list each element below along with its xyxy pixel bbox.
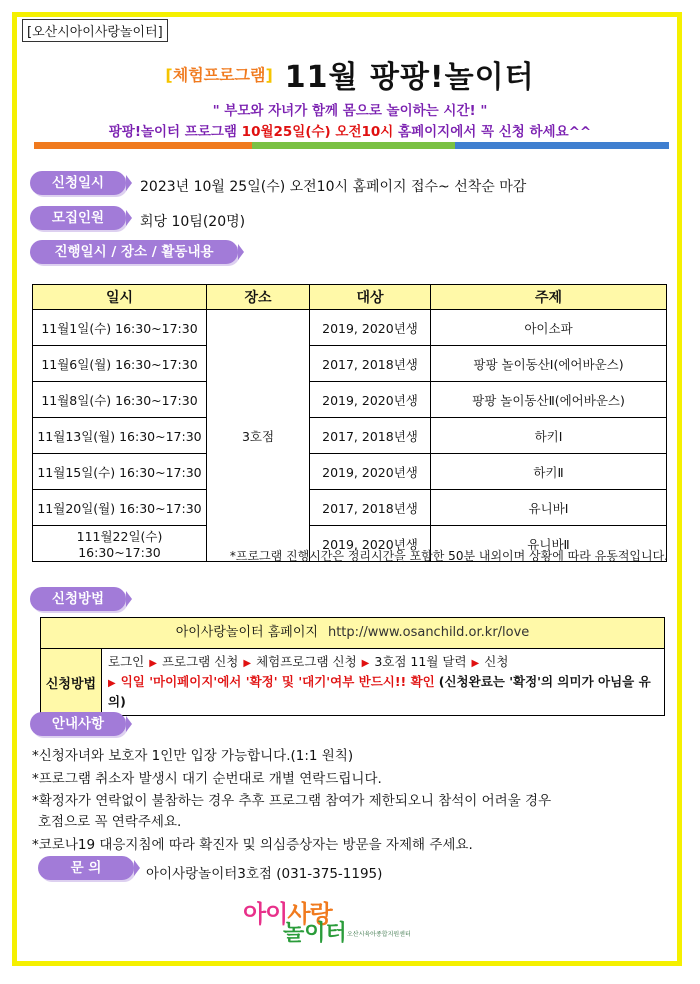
- method-steps: [102, 649, 664, 715]
- schedule-note: *프로그램 진행시간은 정리시간을 포함한 50분 내외이며 상황에 따라 유동적입니다.: [229, 549, 668, 563]
- warning-line: ▶ 익일 '마이페이지'에서 '확정' 및 '대기'여부 반드시!! 확인 (신청완료는 '확정'의 의미가 아님을 유의): [108, 674, 651, 709]
- arrow-icon: ▶: [243, 658, 252, 669]
- row-date: 11월20일(월) 16:30~17:30: [33, 490, 207, 526]
- table-row: [33, 418, 667, 454]
- logo-line2: 놀이터: [283, 921, 347, 946]
- row-topic: 하키Ⅱ: [431, 454, 667, 490]
- row-date: 11월13일(월) 16:30~17:30: [33, 418, 207, 454]
- notice-item: *코로나19 대응지침에 따라 확진자 및 의심증상자는 방문을 자제해 주세요.: [32, 837, 473, 853]
- row-topic: 하키Ⅰ: [431, 418, 667, 454]
- row-target: 2019, 2020년생: [310, 454, 431, 490]
- notice-item: *확정자가 연락없이 불참하는 경우 추후 프로그램 참여가 제한되오니 참석이 어려울 경우: [32, 793, 552, 809]
- row-topic: 팡팡 놀이동산Ⅰ(에어바운스): [431, 346, 667, 382]
- header-date: 일시: [33, 285, 207, 310]
- table-row: [33, 490, 667, 526]
- row-date: 11월1일(수) 16:30~17:30: [33, 310, 207, 346]
- row-target: 2017, 2018년생: [310, 490, 431, 526]
- method-label: 신청방법: [30, 587, 126, 611]
- title-tag: [체험프로그램]: [165, 65, 273, 85]
- apply-date-label: 신청일시: [30, 171, 126, 195]
- schedule-header-row: [33, 285, 667, 310]
- org-label: [오산시아이사랑놀이터]: [22, 19, 168, 42]
- row-date: 11월6일(월) 16:30~17:30: [33, 346, 207, 382]
- row-date: 11월8일(수) 16:30~17:30: [33, 382, 207, 418]
- contact-label: 문 의: [38, 856, 134, 880]
- subtitle-apply-note: 팡팡!놀이터 프로그램 10월25일(수) 오전10시 홈페이지에서 꼭 신청 하세요^^: [108, 124, 592, 140]
- arrow-icon: ▶: [108, 678, 116, 689]
- subtitle-slogan: " 부모와 자녀가 함께 몸으로 놀이하는 시간! ": [212, 103, 488, 119]
- logo-subtext: 오산시육아종합지원센터: [347, 931, 411, 938]
- arrow-icon: ▶: [361, 658, 370, 669]
- row-topic: 아이소파: [431, 310, 667, 346]
- notice-item: 호점으로 꼭 연락주세요.: [38, 814, 182, 830]
- method-site-row: [40, 617, 665, 649]
- notice-item: *신청자녀와 보호자 1인만 입장 가능합니다.(1:1 원칙): [32, 748, 354, 764]
- color-bar-orange: [34, 142, 252, 149]
- header-location: 장소: [207, 285, 310, 310]
- row-topic: 팡팡 놀이동산Ⅱ(에어바운스): [431, 382, 667, 418]
- row-target: 2019, 2020년생: [310, 526, 431, 562]
- schedule-table: [32, 284, 667, 562]
- row-date: 111월22일(수) 16:30~17:30: [33, 526, 207, 562]
- row-date: 11월15일(수) 16:30~17:30: [33, 454, 207, 490]
- table-row: [33, 454, 667, 490]
- row-topic: 유니바Ⅱ: [431, 526, 667, 562]
- table-row: [33, 382, 667, 418]
- method-table: [40, 617, 665, 716]
- color-bar-blue: [455, 142, 669, 149]
- row-location: 3호점: [207, 310, 310, 562]
- notice-label: 안내사항: [30, 712, 126, 736]
- row-topic: 유니바Ⅰ: [431, 490, 667, 526]
- row-target: 2017, 2018년생: [310, 346, 431, 382]
- recruit-value: 회당 10팀(20명): [140, 214, 246, 230]
- method-steps-row: [40, 649, 665, 716]
- site-url-link[interactable]: http://www.osanchild.or.kr/love: [327, 625, 530, 640]
- steps-line: 로그인 ▶ 프로그램 신청 ▶ 체험프로그램 신청 ▶ 3호점 11월 달력 ▶ 신청: [108, 654, 509, 669]
- color-bar-green: [252, 142, 455, 149]
- site-label: 아이사랑놀이터 홈페이지: [175, 625, 318, 640]
- brand-logo: [243, 894, 411, 946]
- progress-label: 진행일시 / 장소 / 활동내용: [30, 240, 238, 264]
- header-target: 대상: [310, 285, 431, 310]
- table-row: [33, 346, 667, 382]
- page-title: [0, 52, 700, 96]
- logo-line1: 아이사랑: [243, 900, 332, 928]
- recruit-label: 모집인원: [30, 206, 126, 230]
- notice-item: *프로그램 취소자 발생시 대기 순번대로 개별 연락드립니다.: [32, 771, 382, 787]
- row-target: 2019, 2020년생: [310, 310, 431, 346]
- contact-value: 아이사랑놀이터3호점 (031-375-1195): [146, 866, 383, 882]
- row-target: 2017, 2018년생: [310, 418, 431, 454]
- arrow-icon: ▶: [149, 658, 157, 669]
- method-row-label: 신청방법: [41, 649, 102, 715]
- header-topic: 주제: [431, 285, 667, 310]
- table-row: [33, 310, 667, 346]
- apply-date-value: 2023년 10월 25일(수) 오전10시 홈페이지 접수~ 선착순 마감: [140, 179, 527, 195]
- arrow-icon: ▶: [471, 658, 480, 669]
- row-target: 2019, 2020년생: [310, 382, 431, 418]
- title-main: 11월 팡팡!놀이터: [284, 60, 535, 95]
